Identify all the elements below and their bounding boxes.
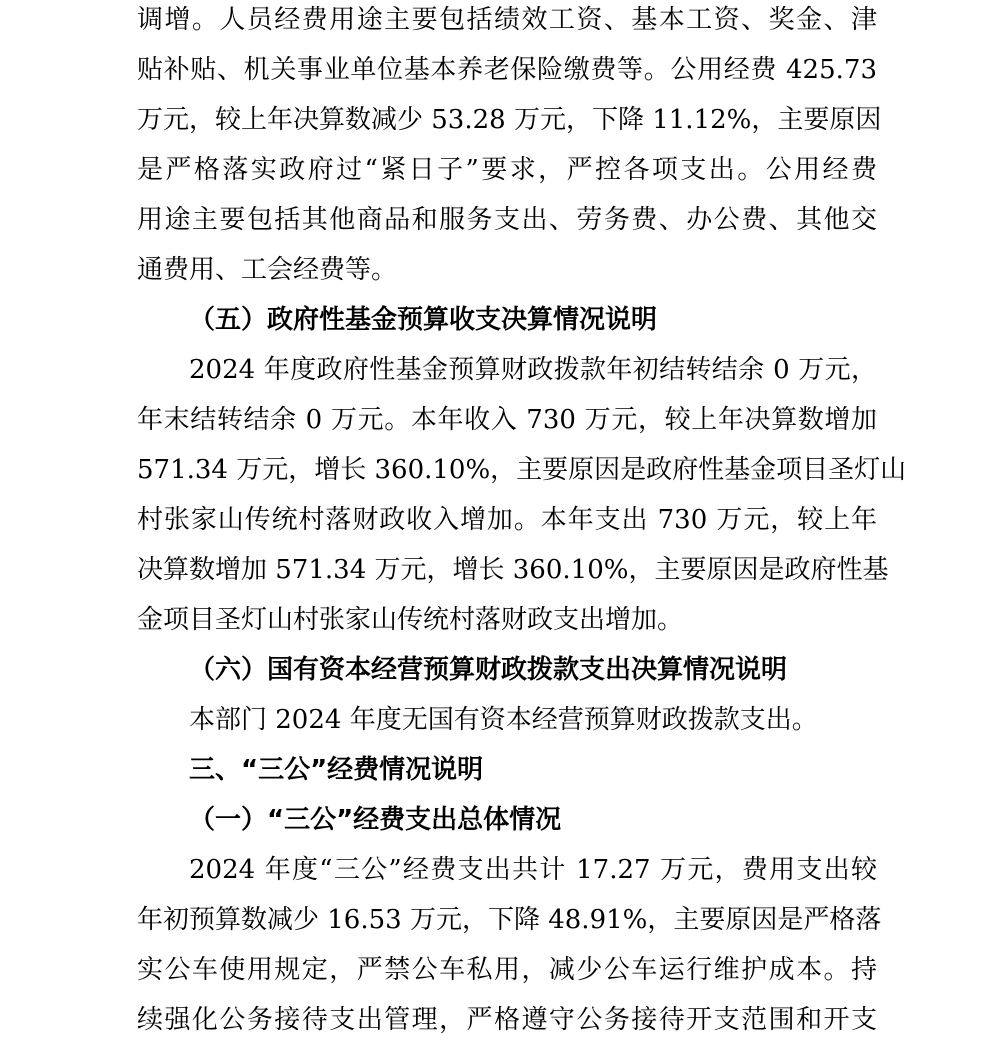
paragraph-line: 571.34 万元，增长 360.10%，主要原因是政府性基金项目圣灯山 xyxy=(137,455,907,485)
paragraph-line: 本部门 2024 年度无国有资本经营预算财政拨款支出。 xyxy=(189,705,818,735)
section-heading: （六）国有资本经营预算财政拨款支出决算情况说明 xyxy=(189,655,788,685)
paragraph-line: 年初预算数减少 16.53 万元，下降 48.91%，主要原因是严格落 xyxy=(137,905,882,935)
paragraph-line: 年末结转结余 0 万元。本年收入 730 万元，较上年决算数增加 xyxy=(137,405,877,435)
section-heading: （五）政府性基金预算收支决算情况说明 xyxy=(189,305,658,335)
chapter-heading: 三、“三公”经费情况说明 xyxy=(189,755,484,785)
paragraph-line: 通费用、工会经费等。 xyxy=(137,255,398,285)
paragraph-line: 贴补贴、机关事业单位基本养老保险缴费等。公用经费 425.73 xyxy=(137,55,877,85)
paragraph-line: 调增。人员经费用途主要包括绩效工资、基本工资、奖金、津 xyxy=(137,5,877,35)
paragraph-line: 是严格落实政府过“紧日子”要求，严控各项支出。公用经费 xyxy=(137,155,877,185)
paragraph-line: 续强化公务接待支出管理，严格遵守公务接待开支范围和开支 xyxy=(137,1005,877,1035)
paragraph-line: 实公车使用规定，严禁公车私用，减少公车运行维护成本。持 xyxy=(137,955,877,985)
paragraph-line: 决算数增加 571.34 万元，增长 360.10%，主要原因是政府性基 xyxy=(137,555,889,585)
paragraph-line: 用途主要包括其他商品和服务支出、劳务费、办公费、其他交 xyxy=(137,205,877,235)
paragraph-line: 万元，较上年决算数减少 53.28 万元，下降 11.12%，主要原因 xyxy=(137,105,882,135)
section-heading: （一）“三公”经费支出总体情况 xyxy=(189,805,562,835)
paragraph-line: 金项目圣灯山村张家山传统村落财政支出增加。 xyxy=(137,605,684,635)
paragraph-line: 村张家山传统村落财政收入增加。本年支出 730 万元，较上年 xyxy=(137,505,877,535)
paragraph-line: 2024 年度“三公”经费支出共计 17.27 万元，费用支出较 xyxy=(189,855,877,885)
paragraph-line: 2024 年度政府性基金预算财政拨款年初结转结余 0 万元， xyxy=(189,355,877,385)
